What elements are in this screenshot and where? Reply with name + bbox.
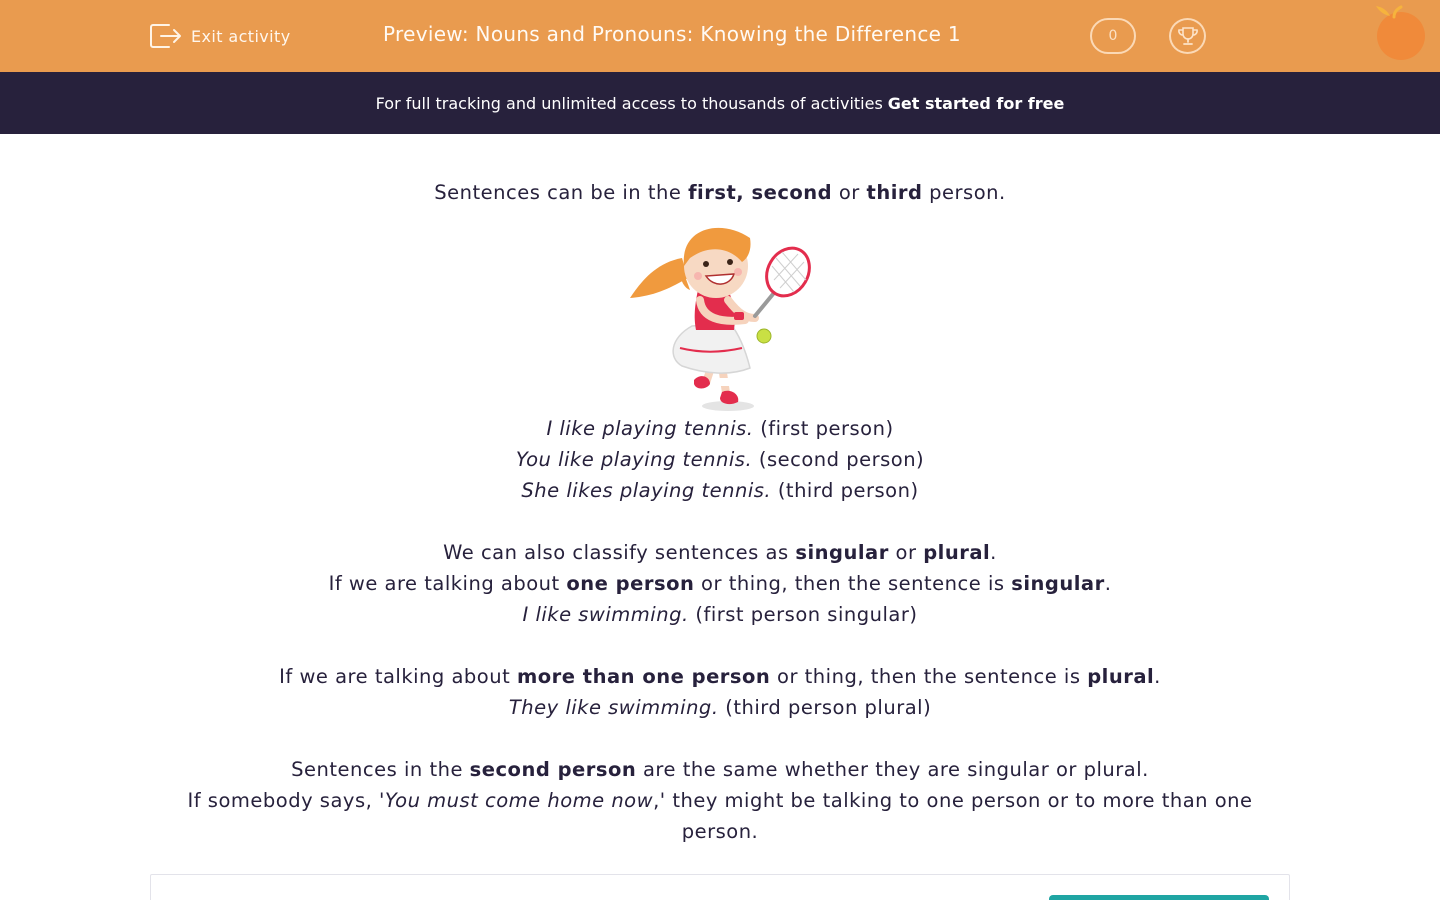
- example-sentence: I like swimming.: [522, 603, 689, 626]
- quote-text: You must come home now: [384, 789, 654, 812]
- exit-activity-button[interactable]: [149, 21, 291, 51]
- lesson-content: [150, 177, 1290, 847]
- rule-text: If we are talking about: [279, 665, 517, 688]
- plural-rule: [150, 661, 1290, 692]
- page-title: Preview: Nouns and Pronouns: Knowing the Difference 1: [383, 22, 961, 46]
- example-sentence: She likes playing tennis.: [521, 479, 772, 502]
- term-first: first: [688, 181, 737, 204]
- term-second: second: [751, 181, 833, 204]
- example-singular: [150, 599, 1290, 630]
- term-singular: singular: [795, 541, 889, 564]
- exit-icon: [149, 21, 183, 51]
- example-note: (first person): [753, 417, 894, 440]
- promo-text: For full tracking and unlimited access to thousands of activities: [375, 93, 883, 113]
- quote-explanation: ,' they might be talking to one person or to more than one person.: [653, 789, 1253, 843]
- rule-end: .: [1104, 572, 1112, 595]
- get-started-link[interactable]: Get started for free: [887, 93, 1065, 113]
- example-third-person: [150, 475, 1290, 506]
- example-sentence: You like playing tennis.: [515, 448, 753, 471]
- rule-text: or thing, then the sentence is: [770, 665, 1088, 688]
- example-note: (first person singular): [688, 603, 918, 626]
- spacer: [150, 723, 1290, 754]
- classify-or: or: [888, 541, 924, 564]
- tennis-girl-illustration: [610, 208, 830, 413]
- rule-end: .: [1154, 665, 1161, 688]
- singular-rule: [150, 568, 1290, 599]
- example-second-person: [150, 444, 1290, 475]
- quote-example: [150, 785, 1290, 847]
- example-note: (third person): [771, 479, 919, 502]
- intro-end: person.: [922, 181, 1006, 204]
- classify-end: .: [990, 541, 997, 564]
- trophy-button[interactable]: [1169, 18, 1206, 54]
- term-more-than-one: more than one person: [516, 665, 771, 688]
- term-one-person: one person: [566, 572, 695, 595]
- top-header: [0, 0, 1440, 72]
- term-plural: plural: [1087, 665, 1155, 688]
- classify-text: We can also classify sentences as: [443, 541, 796, 564]
- example-sentence: They like swimming.: [508, 696, 719, 719]
- classify-paragraph: [150, 537, 1290, 568]
- rule-text: Sentences in the: [291, 758, 470, 781]
- quote-intro: If somebody says, ': [187, 789, 385, 812]
- spacer: [150, 630, 1290, 661]
- rule-text: If we are talking about: [328, 572, 567, 595]
- example-sentence: I like playing tennis.: [546, 417, 754, 440]
- example-note: (third person plural): [718, 696, 932, 719]
- rule-text: or thing, then the sentence is: [694, 572, 1012, 595]
- intro-paragraph: [150, 177, 1290, 208]
- intro-comma: ,: [736, 181, 752, 204]
- intro-or: or: [832, 181, 867, 204]
- start-button[interactable]: [1049, 895, 1269, 900]
- term-third: third: [866, 181, 923, 204]
- term-singular: singular: [1011, 572, 1105, 595]
- orange-logo-icon[interactable]: [1374, 5, 1430, 61]
- example-note: (second person): [752, 448, 925, 471]
- exit-activity-label: Exit activity: [191, 26, 291, 46]
- promo-banner: [0, 72, 1440, 134]
- rule-text: are the same whether they are singular or plural.: [636, 758, 1149, 781]
- example-plural: [150, 692, 1290, 723]
- spacer: [150, 506, 1290, 537]
- second-person-rule: [150, 754, 1290, 785]
- score-badge: 0: [1090, 18, 1136, 54]
- intro-text: Sentences can be in the: [434, 181, 689, 204]
- term-second-person: second person: [469, 758, 637, 781]
- trophy-icon: [1177, 26, 1199, 46]
- term-plural: plural: [923, 541, 991, 564]
- example-first-person: [150, 413, 1290, 444]
